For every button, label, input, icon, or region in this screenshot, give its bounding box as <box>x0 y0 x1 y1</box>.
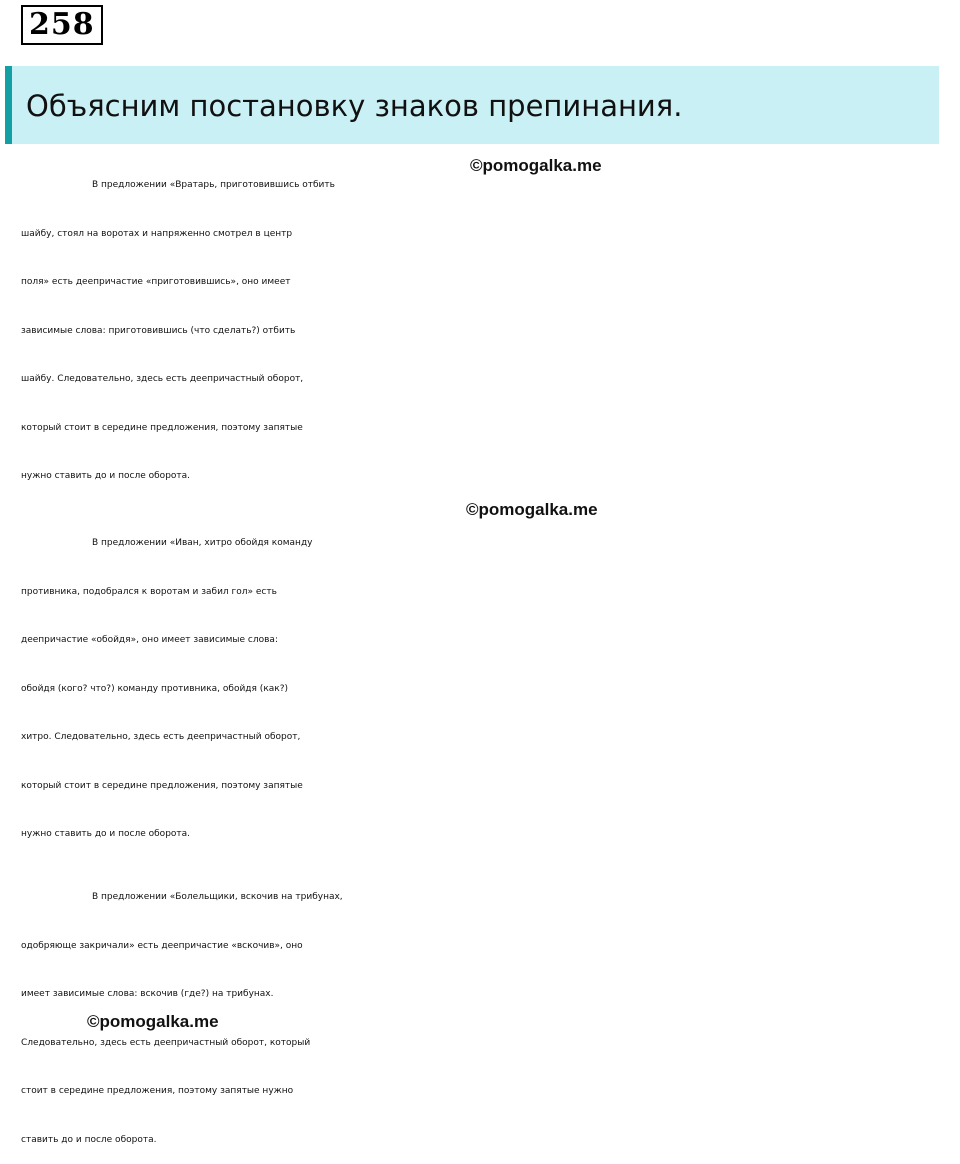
paragraph-line: шайбу. Следовательно, здесь есть деепричастный оборот, <box>21 355 956 404</box>
watermark: ©pomogalka.me <box>470 156 602 176</box>
heading-banner <box>5 66 939 144</box>
heading-text: Объясним постановку знаков препинания. <box>26 86 682 126</box>
paragraph-line: противника, подобрался к воротам и забил гол» есть <box>21 568 956 617</box>
paragraph-line: стоит в середине предложения, поэтому запятые нужно <box>21 1067 956 1116</box>
paragraph-line: зависимые слова: приготовившись (что сделать?) отбить <box>21 307 956 356</box>
paragraph-line: поля» есть деепричастие «приготовившись», оно имеет <box>21 258 956 307</box>
paragraph-line: В предложении «Вратарь, приготовившись отбить <box>21 161 956 210</box>
paragraph-line: нужно ставить до и после оборота. <box>21 810 956 859</box>
paragraph-line: имеет зависимые слова: вскочив (где?) на трибунах. <box>21 970 956 1019</box>
paragraph-1 <box>21 161 956 501</box>
paragraph-line: шайбу, стоял на воротах и напряженно смотрел в центр <box>21 210 956 259</box>
watermark: ©pomogalka.me <box>466 500 598 520</box>
paragraph-line: который стоит в середине предложения, поэтому запятые <box>21 404 956 453</box>
paragraph-line: Следовательно, здесь есть деепричастный оборот, который <box>21 1019 956 1068</box>
paragraph-line: ставить до и после оборота. <box>21 1116 956 1164</box>
paragraph-line: В предложении «Болельщики, вскочив на трибунах, <box>21 873 956 922</box>
paragraph-line: обойдя (кого? что?) команду противника, обойдя (как?) <box>21 665 956 714</box>
task-number: 258 <box>21 5 103 45</box>
paragraph-line: деепричастие «обойдя», оно имеет зависимые слова: <box>21 616 956 665</box>
paragraph-line: который стоит в середине предложения, поэтому запятые <box>21 762 956 811</box>
paragraph-2 <box>21 519 956 859</box>
paragraph-line: одобряюще закричали» есть деепричастие «вскочив», оно <box>21 922 956 971</box>
paragraph-line: нужно ставить до и после оборота. <box>21 452 956 501</box>
paragraph-line: хитро. Следовательно, здесь есть деепричастный оборот, <box>21 713 956 762</box>
paragraph-line: В предложении «Иван, хитро обойдя команду <box>21 519 956 568</box>
watermark: ©pomogalka.me <box>87 1012 219 1032</box>
